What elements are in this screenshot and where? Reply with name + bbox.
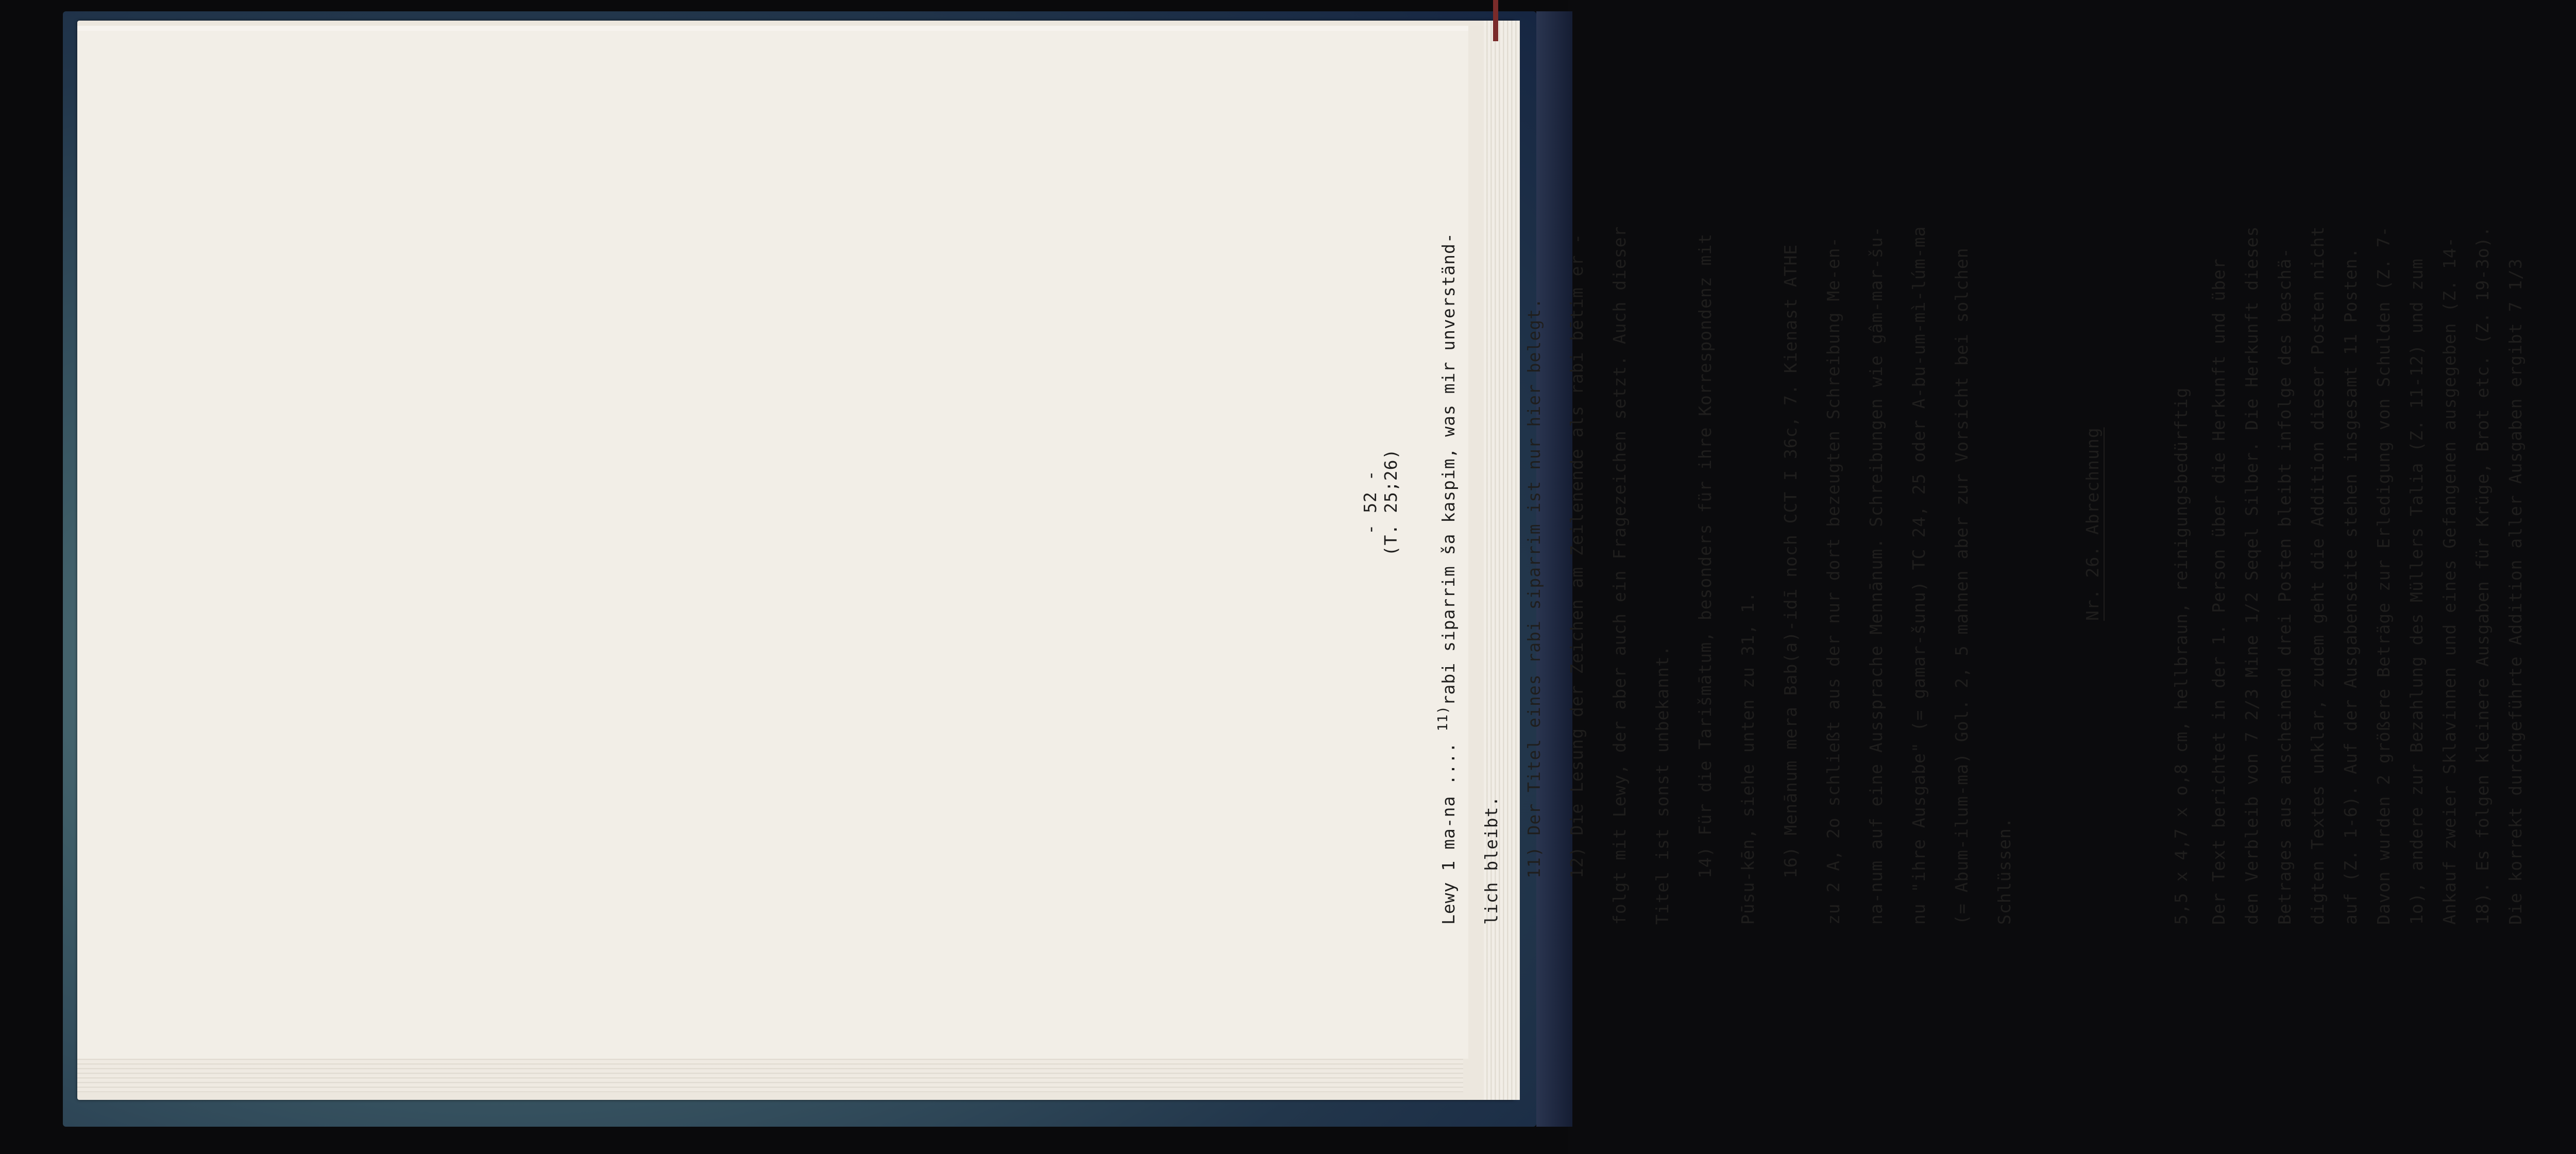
note-10-line-1 (1427, 80, 1470, 925)
body-line: digten Textes unklar, zudem geht die Addition dieser Posten nicht (2308, 226, 2328, 925)
note-16-line-4: nu "ihre Ausgabe" (= gamar-šunu) TC 24, 25 oder A-bu-um-mì-lúm-ma (1909, 226, 1929, 925)
headband (1493, 0, 1498, 41)
page-number: - 52 - (1360, 470, 1380, 535)
body-line: 18). Es folgen kleinere Ausgaben für Krüge, Brot etc. (Z. 19-3o). (2472, 226, 2493, 925)
body-line: Der Text berichtet in der 1. Person über die Herkunft und über (2209, 258, 2229, 925)
body-line: Die korrekt durchgeführte Addition aller Ausgaben ergibt 7 1/3 (2505, 258, 2526, 925)
note-14-line-1: 14) Für die Tarišmātum, besonders für ihre Korrespondenz mit (1695, 233, 1715, 878)
note-10-prefix: Lewy 1 ma-na .... (1438, 742, 1459, 925)
note-12-line-1: 12) Die Lesung der Zeichen am Zeilenende als rabi bētim er - (1567, 233, 1587, 878)
note-11: 11) Der Titel eines rabi siparrim ist nur hier belegt. (1524, 298, 1544, 878)
note-16-line-2: zu 2 A, 2o schließt aus der nur dort bezeugten Schreibung Me-en- (1823, 236, 1843, 925)
note-14-line-2: Pūsu-kēn, siehe unten zu 31, 1. (1738, 591, 1758, 925)
section-body (2202, 80, 2532, 925)
note-10-line-2: lich bleibt. (1481, 795, 1501, 925)
note-10-line1-rest: rabi siparrim ša kaspim, was mir unverständ- (1438, 232, 1459, 706)
body-line: 1o), andere zur Bezahlung des Müllers Talia (Z. 11-12) und zum (2406, 258, 2427, 925)
section-heading-text: Nr. 26. Abrechnung (2082, 427, 2103, 621)
note-16-line-1: 16) Menānum mera Bab(a)-idī noch CCT I 36c, 7. Kienast ATHE (1781, 244, 1801, 878)
note-16-line-6: Schlüssen. (1994, 817, 2014, 925)
note-10-marker: 11) (1435, 705, 1451, 732)
body-line: auf (Z. 1-6). Auf der Ausgabenseite stehen insgesamt 11 Posten. (2341, 247, 2361, 925)
body-line: Davon wurden 2 größere Beträge zur Erledigung von Schulden (Z. 7- (2374, 226, 2394, 925)
section-specs: 5,5 x 4,7 x o,8 cm, hellbraun, reinigungsbedürftig (2171, 387, 2191, 925)
page-reference: (T. 25;26) (1381, 448, 1401, 556)
note-12-line-2: folgt mit Lewy, der aber auch ein Fragezeichen setzt. Auch dieser (1609, 226, 1630, 925)
book-page (77, 26, 1468, 1059)
note-16-line-3: na-num auf eine Aussprache Mennānum. Schreibungen wie gâm-mar-šu- (1866, 226, 1886, 925)
body-line: Ankauf zweier Sklavinnen und eines Gefangenen ausgegeben (Z. 14- (2439, 236, 2460, 925)
note-16-line-5: (= Abum-ilum-ma) Gol. 2, 5 mahnen aber zur Vorsicht bei solchen (1952, 247, 1972, 925)
section-heading (2072, 80, 2113, 925)
body-line: Betrages aus anscheinend drei Posten bleibt infolge des beschä- (2275, 247, 2295, 925)
body-line: den Verbleib von 7 2/3 Mine 1/2 Seqel Silber. Die Herkunft dieses (2242, 226, 2262, 925)
page-text (1360, 80, 2576, 925)
note-12-line-3: Titel ist sonst unbekannt. (1652, 645, 1672, 925)
